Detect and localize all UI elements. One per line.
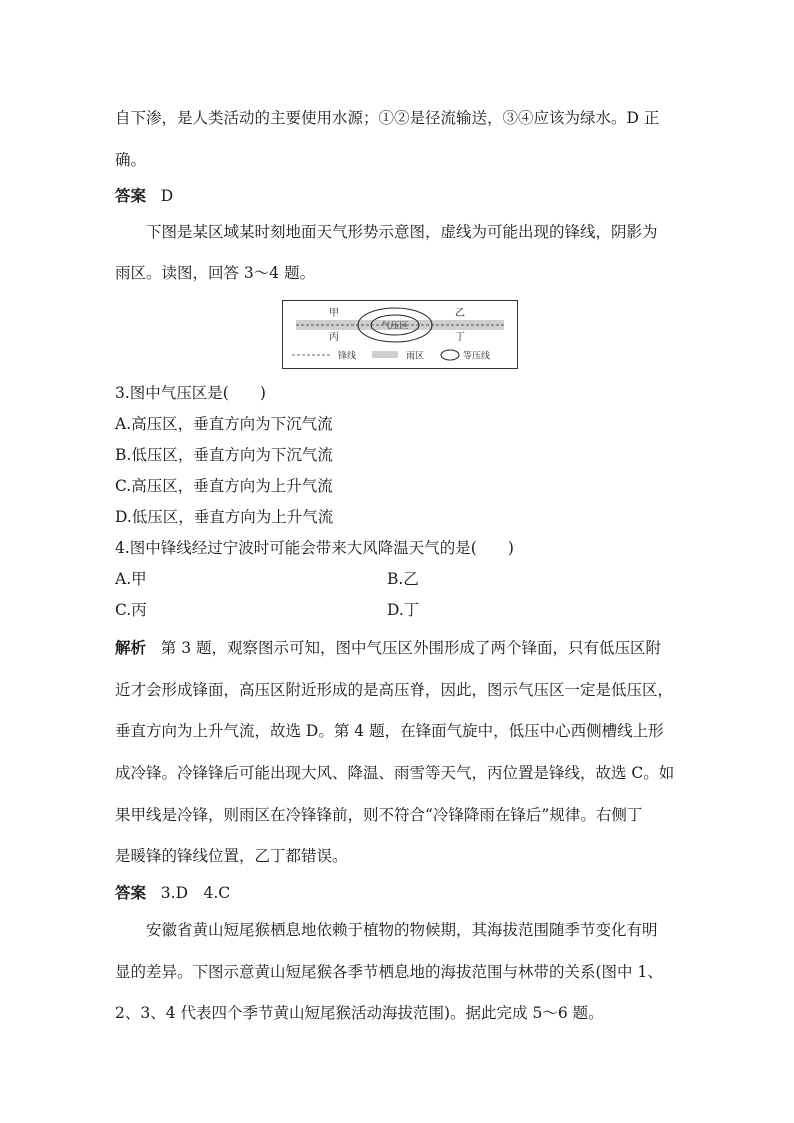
q3-option-d: D.低压区，垂直方向为上升气流 bbox=[115, 508, 334, 526]
legend-rain-swatch bbox=[372, 351, 398, 358]
weather-map-figure bbox=[282, 300, 518, 369]
intro-line: 下图是某区域某时刻地面天气形势示意图，虚线为可能出现的锋线，阴影为 bbox=[146, 223, 658, 241]
answer-row bbox=[115, 883, 230, 903]
analysis-line: 果甲线是冷锋，则雨区在冷锋锋前，则不符合“冷锋降雨在锋后”规律。右侧丁 bbox=[115, 806, 643, 824]
answer-label: 答案 bbox=[115, 883, 147, 902]
text-line: 自下渗，是人类活动的主要使用水源；①②是径流输送，③④应该为绿水。D 正 bbox=[115, 109, 660, 127]
center-label: 气压区 bbox=[381, 321, 409, 332]
q4-stem: 4.图中锋线经过宁波时可能会带来大风降温天气的是( ) bbox=[115, 539, 514, 557]
analysis-line: 近才会形成锋面，高压区附近形成的是高压脊，因此，图示气压区一定是低压区， bbox=[115, 681, 674, 699]
q4-option-a: A.甲 bbox=[115, 570, 147, 588]
legend-rain-label: 雨区 bbox=[406, 351, 425, 362]
passage-line: 安徽省黄山短尾猴栖息地依赖于植物的物候期，其海拔范围随季节变化有明 bbox=[146, 921, 658, 939]
passage-line: 显的差异。下图示意黄山短尾猴各季节栖息地的海拔范围与林带的关系(图中 1、 bbox=[115, 963, 663, 981]
analysis-line: 成冷锋。冷锋锋后可能出现大风、降温、雨雪等天气，丙位置是锋线，故选 C。如 bbox=[115, 764, 675, 782]
text-line: 确。 bbox=[115, 151, 147, 169]
intro-line: 雨区。读图，回答 3～4 题。 bbox=[115, 264, 316, 282]
analysis-line bbox=[115, 638, 661, 658]
q3-stem: 3.图中气压区是( ) bbox=[115, 384, 266, 402]
label-jia: 甲 bbox=[329, 308, 339, 319]
label-ding: 丁 bbox=[455, 332, 465, 343]
analysis-text: 第 3 题，观察图示可知，图中气压区外围形成了两个锋面，只有低压区附 bbox=[160, 639, 662, 657]
answer-value: 3.D 4.C bbox=[160, 884, 231, 902]
answer-label: 答案 bbox=[115, 186, 147, 205]
analysis-line: 垂直方向为上升气流，故选 D。第 4 题，在锋面气旋中，低压中心西侧槽线上形 bbox=[115, 722, 664, 740]
label-yi: 乙 bbox=[455, 308, 465, 319]
q4-option-b: B.乙 bbox=[387, 570, 419, 588]
q4-option-c: C.丙 bbox=[115, 601, 147, 619]
q3-option-a: A.高压区，垂直方向为下沉气流 bbox=[115, 415, 333, 433]
analysis-label: 解析 bbox=[115, 638, 147, 657]
analysis-line: 是暖锋的锋线位置，乙丁都错误。 bbox=[115, 847, 348, 865]
passage-line: 2、3、4 代表四个季节黄山短尾猴活动海拔范围)。据此完成 5～6 题。 bbox=[115, 1004, 604, 1022]
q4-option-d: D.丁 bbox=[387, 601, 420, 619]
label-bing: 丙 bbox=[329, 332, 339, 343]
legend-isobar-label: 等压线 bbox=[463, 351, 491, 362]
q3-option-c: C.高压区，垂直方向为上升气流 bbox=[115, 477, 333, 495]
answer-value: D bbox=[160, 187, 174, 205]
legend-front-label: 锋线 bbox=[338, 351, 357, 362]
q3-option-b: B.低压区，垂直方向为下沉气流 bbox=[115, 446, 333, 464]
answer-row bbox=[115, 186, 173, 206]
